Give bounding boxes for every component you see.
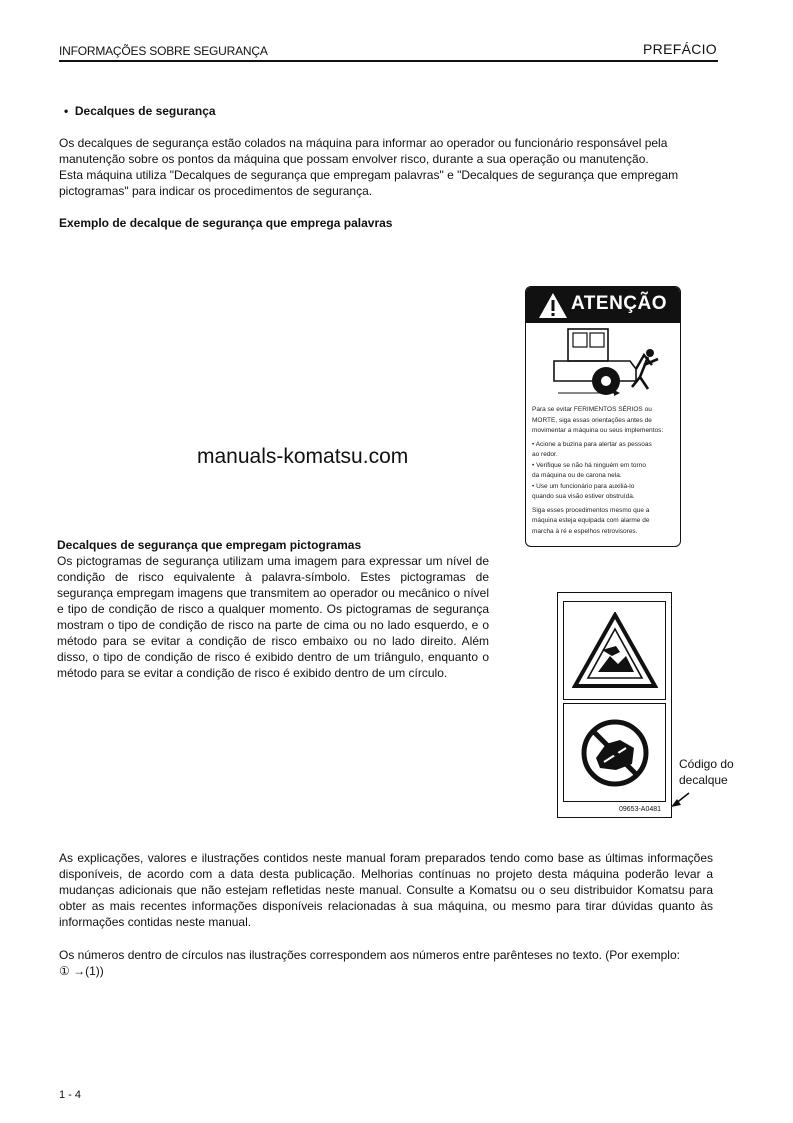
bullet-dot: •: [64, 104, 75, 118]
hazard-panel: [563, 601, 666, 700]
decal-line: MORTE, siga essas orientações antes de: [532, 416, 652, 424]
decal-line: • Acione a buzina para alertar as pessoas: [532, 440, 652, 448]
decal-line: • Verifique se não há ninguém em torno: [532, 461, 646, 469]
decal-line: ao redor.: [532, 451, 558, 458]
crush-hazard-triangle-icon: [572, 612, 658, 690]
word-example-heading: Exemplo de decalque de segurança que emprega palavras: [59, 216, 393, 230]
pictogram-paragraph: Os pictogramas de segurança utilizam uma imagem para expressar um nível de condição de risco equivalente à palavra-símbolo. Estes pictogramas de segurança empregam imagens que transmitem ao operador ou mecânico o nível e tipo de condição de risco a qualquer momento. Os pictogramas de segurança mostram o tipo de condição de risco na parte de cima ou no lado esquerdo, e o método para se evitar a condição de risco embaixo ou no lado direito. Além disso, o tipo de condição de risco é exibido dentro de um triângulo, enquanto o método para se evitar a condição de risco é exibido dentro de um círculo.: [57, 554, 489, 680]
numbers-example: ① →(1)): [59, 964, 104, 978]
loader-runover-hazard-icon: [540, 325, 668, 399]
header-rule: [59, 60, 718, 62]
intro-paragraph: [59, 135, 729, 199]
code-pointer-arrow-icon: [669, 790, 693, 810]
decal-line: marcha à ré e espelhos retrovisores.: [532, 527, 638, 535]
watermark-text: manuals-komatsu.com: [197, 445, 409, 468]
decal-code-number: 09653-A0481: [619, 806, 662, 813]
word-decal-text: [532, 405, 678, 537]
avoidance-panel: [563, 703, 666, 802]
intro-line: Os decalques de segurança estão colados na máquina para informar ao operador ou funcionário responsável pela: [59, 136, 668, 150]
intro-line: manutenção sobre os pontos da máquina que possam envolver risco, durante a sua operação ou manutenção.: [59, 152, 649, 166]
header-section-title: INFORMAÇÕES SOBRE SEGURANÇA: [59, 44, 268, 58]
bullet-heading: [64, 103, 216, 119]
decal-line: Para se evitar FERIMENTOS SÉRIOS ou: [532, 406, 652, 413]
pictogram-safety-decal: [557, 592, 672, 818]
warning-triangle-icon: [538, 292, 568, 319]
decal-line: da máquina ou de carona nela.: [532, 472, 622, 479]
decal-line: movimentar a máquina ou seus implementos:: [532, 427, 664, 434]
page-number: 1 - 4: [59, 1089, 82, 1101]
word-safety-decal: [525, 286, 681, 547]
prohibition-circle-icon: [576, 718, 654, 788]
intro-line: Esta máquina utiliza "Decalques de segurança que empregam palavras" e "Decalques de segurança que empregam: [59, 168, 679, 182]
explanations-paragraph: As explicações, valores e ilustrações contidos neste manual foram preparados tendo como base as últimas informações disponíveis, de acordo com a data desta publicação. Melhorias contínuas no projeto desta máquina poderão levar a mudanças adicionais que não estejam refletidas neste manual. Consulte a Komatsu ou o seu distribuidor Komatsu para obter as mais recentes informações disponíveis relacionadas à sua máquina, ou mesmo para tirar dúvidas quanto às informações contidas neste manual.: [59, 851, 713, 929]
decal-line: • Use um funcionário para auxiliá-lo: [532, 482, 635, 490]
signal-word: ATENÇÃO: [571, 293, 668, 314]
header-chapter-title: PREFÁCIO: [643, 41, 717, 57]
pictogram-heading: Decalques de segurança que empregam pictogramas: [57, 538, 362, 552]
bullet-heading-text: Decalques de segurança: [74, 104, 216, 118]
decal-line: quando sua visão estiver obstruída.: [532, 493, 635, 500]
decal-code-label: Código do decalque: [679, 757, 734, 787]
decal-line: Siga esses procedimentos mesmo que a: [532, 506, 650, 514]
decal-line: máquina esteja equipada com alarme de: [532, 517, 650, 524]
intro-line: pictogramas" para indicar os procedimentos de segurança.: [59, 184, 373, 198]
numbers-paragraph: Os números dentro de círculos nas ilustrações correspondem aos números entre parênteses no texto. (Por exemplo:: [59, 948, 680, 962]
